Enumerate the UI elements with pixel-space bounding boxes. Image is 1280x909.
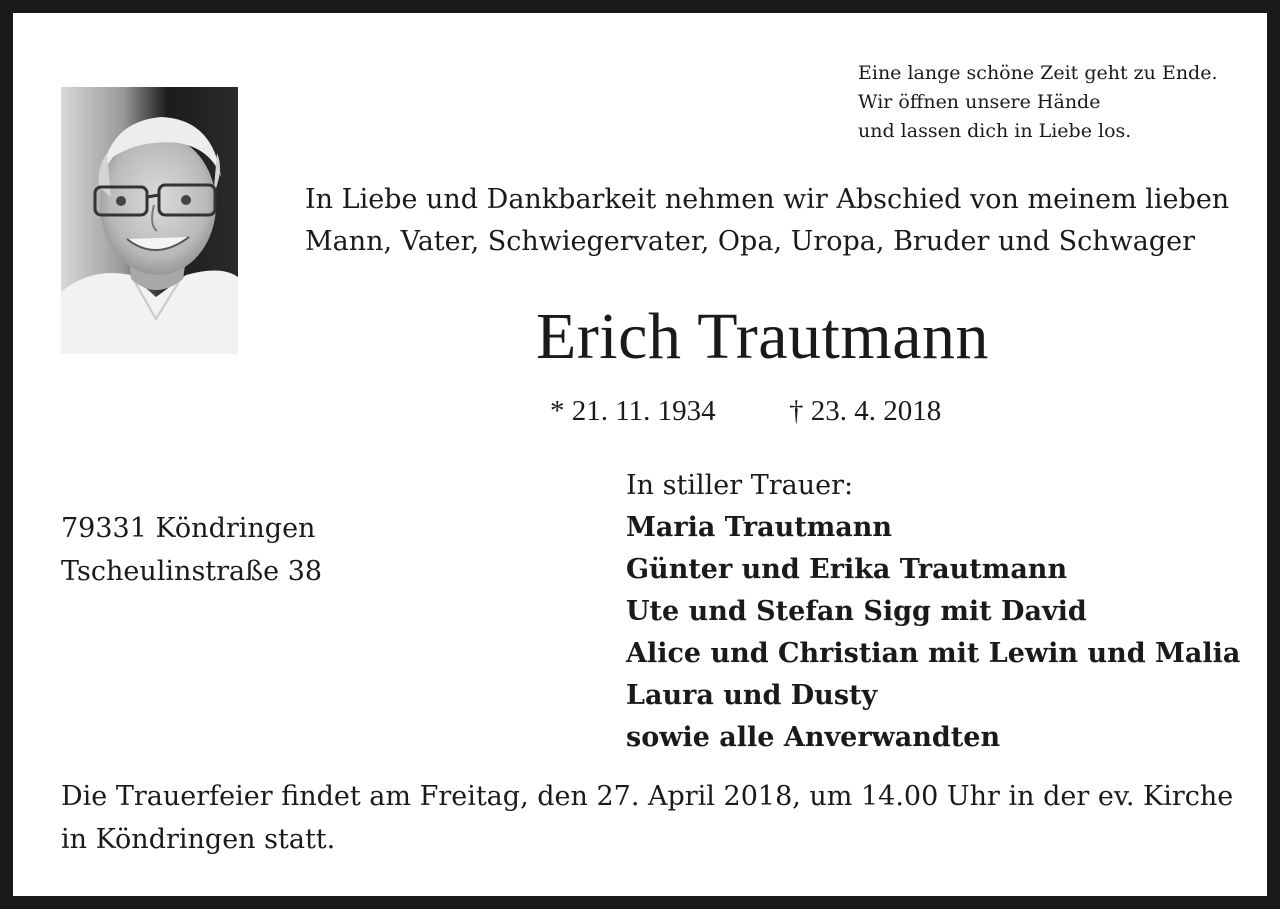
mourner-entry: Laura und Dusty [626, 680, 878, 711]
mourner-entry: sowie alle Anverwandten [626, 722, 1001, 753]
motto-quote [858, 59, 1218, 146]
motto-line: und lassen dich in Liebe los. [858, 120, 1132, 142]
service-line: Die Trauerfeier findet am Freitag, den 27. April 2018, um 14.00 Uhr in der ev. Kirche [61, 781, 1234, 812]
mourner-entry: Maria Trautmann [626, 512, 893, 543]
life-dates [550, 391, 941, 431]
address-street: Tscheulinstraße 38 [61, 556, 323, 587]
obituary-card [13, 13, 1267, 896]
death-date: † 23. 4. 2018 [788, 395, 942, 427]
intro-line: Mann, Vater, Schwiegervater, Opa, Uropa, Bruder und Schwager [305, 226, 1195, 257]
address-city: 79331 Köndringen [61, 513, 316, 544]
mourner-entry: Alice und Christian mit Lewin und Malia [626, 638, 1241, 669]
mourners-lead: In stiller Trauer: [626, 470, 854, 501]
motto-line: Wir öffnen unsere Hände [858, 91, 1101, 113]
intro-text [305, 179, 1229, 263]
deceased-name: Erich Trautmann [536, 300, 989, 373]
motto-line: Eine lange schöne Zeit geht zu Ende. [858, 62, 1218, 84]
mourners-list [626, 465, 1240, 759]
service-line: in Köndringen statt. [61, 824, 336, 855]
family-address [61, 507, 322, 593]
intro-line: In Liebe und Dankbarkeit nehmen wir Abschied von meinem lieben [305, 184, 1230, 215]
funeral-service-notice [61, 775, 1234, 861]
mourner-entry: Ute und Stefan Sigg mit David [626, 596, 1087, 627]
mourner-entry: Günter und Erika Trautmann [626, 554, 1068, 585]
birth-date: * 21. 11. 1934 [550, 395, 716, 427]
